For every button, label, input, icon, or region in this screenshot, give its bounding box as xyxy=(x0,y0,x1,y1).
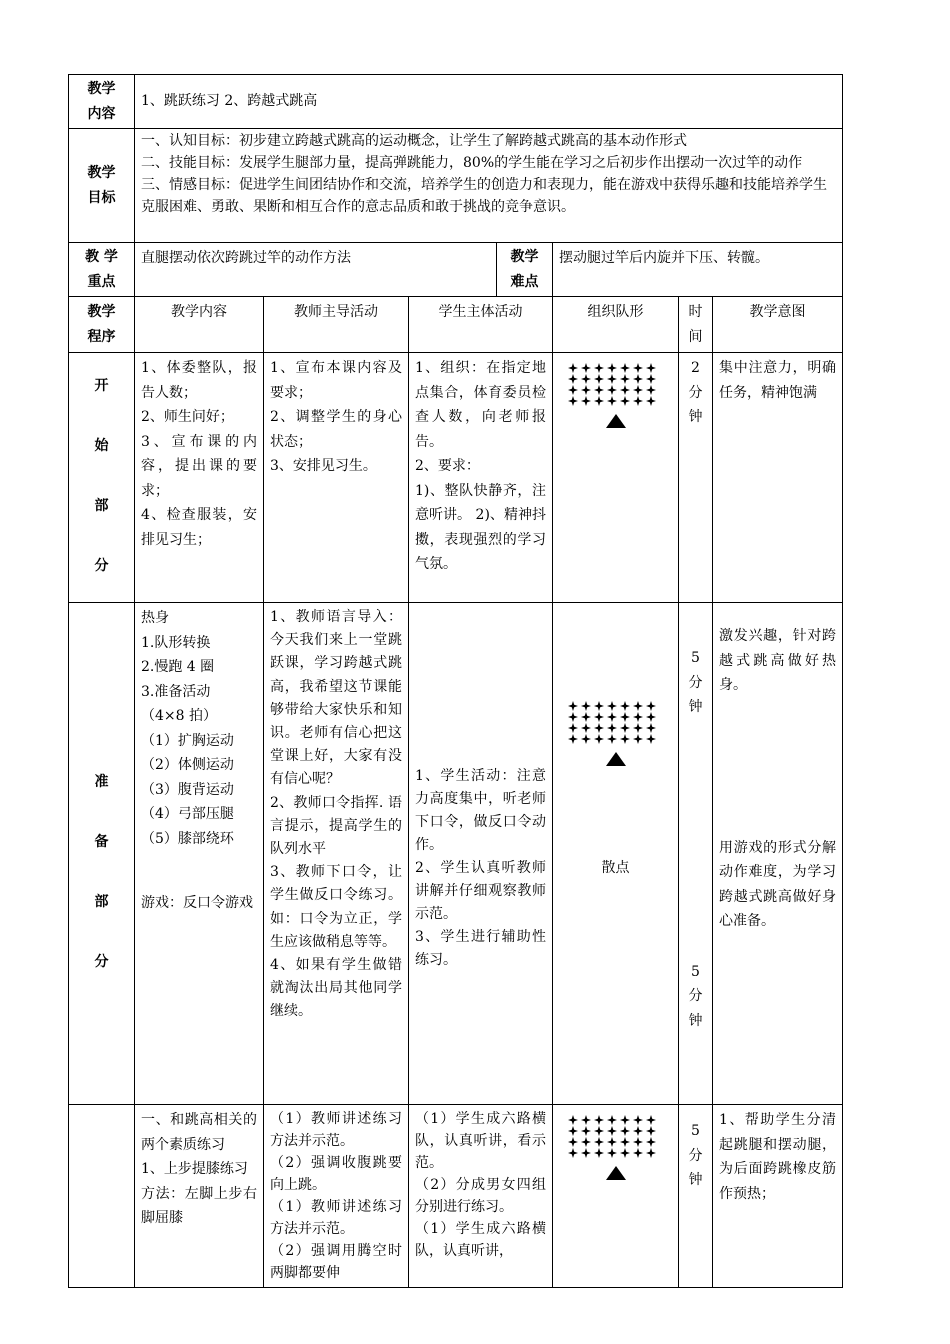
student-star-icon xyxy=(568,723,578,733)
student-star-icon xyxy=(646,1115,656,1125)
teacher-triangle-icon xyxy=(606,414,626,428)
student-star-icon xyxy=(568,734,578,744)
student-star-icon xyxy=(594,1115,604,1125)
student-star-icon xyxy=(594,734,604,744)
prepare-content xyxy=(135,603,264,1105)
student-star-icon xyxy=(581,712,591,722)
student-star-icon xyxy=(646,374,656,384)
phase-basic xyxy=(69,1105,135,1288)
prepare-intent-cell xyxy=(713,603,843,1105)
student-star-icon xyxy=(594,701,604,711)
label-difficulty: 教学 难点 xyxy=(497,243,553,297)
start-formation xyxy=(553,353,679,603)
student-star-icon xyxy=(646,712,656,722)
student-star-icon xyxy=(581,701,591,711)
student-star-icon xyxy=(568,1148,578,1158)
basic-teacher: （1）教师讲述练习方法并示范。 （2）强调收腹跳要向上跳。 （1）教师讲述练习方法并示范。 （2）强调用腾空时两脚都要伸 xyxy=(264,1105,409,1288)
student-star-icon xyxy=(633,385,643,395)
student-star-icon xyxy=(607,1137,617,1147)
student-star-icon xyxy=(620,712,630,722)
teaching-content-text: 1、跳跃练习 2、跨越式跳高 xyxy=(135,75,843,129)
student-star-icon xyxy=(620,396,630,406)
student-star-icon xyxy=(581,1115,591,1125)
student-star-icon xyxy=(607,1126,617,1136)
student-star-icon xyxy=(633,396,643,406)
row-keypoints xyxy=(69,243,843,297)
student-star-icon xyxy=(620,385,630,395)
student-star-icon xyxy=(568,374,578,384)
student-star-icon xyxy=(607,1115,617,1125)
goal-emotional: 三、情感目标：促进学生间团结协作和交流，培养学生的创造力和表现力，能在游戏中获得乐趣和技能培养学生克服困难、勇敢、果断和相互合作的意志品质和敢于挑战的竞争意识。 xyxy=(141,177,827,215)
student-star-icon xyxy=(620,1148,630,1158)
student-star-icon xyxy=(607,1148,617,1158)
student-star-icon xyxy=(594,1148,604,1158)
prepare-intent-a: 激发兴趣，针对跨越式跳高做好热身。 xyxy=(719,628,837,693)
formation-crosses xyxy=(568,1115,656,1158)
student-star-icon xyxy=(620,1126,630,1136)
student-star-icon xyxy=(581,1148,591,1158)
student-star-icon xyxy=(646,1137,656,1147)
student-star-icon xyxy=(646,385,656,395)
formation-diagram xyxy=(566,700,666,768)
prepare-time-b: 5 分 钟 xyxy=(688,963,703,1029)
prepare-content-warmup: 热身 1.队形转换 2.慢跑 4 圈 3.准备活动 （4×8 拍） （1）扩胸运动 （2）体侧运动 （3）腹背运动 （4）弓部压腿 （5）膝部绕环 xyxy=(141,610,234,847)
student-star-icon xyxy=(633,363,643,373)
student-star-icon xyxy=(581,385,591,395)
prepare-formation xyxy=(553,603,679,1105)
phase-prepare: 准 备 部 分 xyxy=(69,603,135,1105)
header-teacher: 教师主导活动 xyxy=(264,297,409,353)
basic-intent: 1、帮助学生分清起跳腿和摆动腿，为后面跨跳橡皮筋作预热； xyxy=(713,1105,843,1288)
student-star-icon xyxy=(594,1126,604,1136)
student-star-icon xyxy=(646,701,656,711)
prepare-student-cell xyxy=(409,603,553,1105)
student-star-icon xyxy=(633,1137,643,1147)
student-star-icon xyxy=(646,1126,656,1136)
student-star-icon xyxy=(568,1115,578,1125)
student-star-icon xyxy=(620,374,630,384)
formation-diagram xyxy=(566,362,666,430)
student-star-icon xyxy=(581,374,591,384)
student-star-icon xyxy=(633,1115,643,1125)
start-student: 1、组织：在指定地点集合，体育委员检查人数，向老师报告。 2、要求： 1)、整队快静齐，注意听讲。 2)、精神抖擞，表现强烈的学习气氛。 xyxy=(409,353,553,603)
student-star-icon xyxy=(594,723,604,733)
student-star-icon xyxy=(594,1137,604,1147)
basic-time: 5 分 钟 xyxy=(679,1105,713,1288)
student-star-icon xyxy=(568,363,578,373)
student-star-icon xyxy=(594,374,604,384)
prepare-teacher: 1、教师语言导入：今天我们来上一堂跳跃课，学习跨越式跳高，我希望这节课能够带给大家快乐和知识。老师有信心把这堂课上好，大家有没有信心呢？ 2、教师口令指挥. 语言提示，提高学生的队列水平 3、教师下口令，让学生做反口令练习。如：口令为立正，学生应该做稍息等等。 4、如果有学生做错就淘汰出局其他同学继续。 xyxy=(264,603,409,1105)
student-star-icon xyxy=(620,701,630,711)
student-star-icon xyxy=(646,363,656,373)
lesson-plan-table xyxy=(68,74,843,1288)
keypoints-text: 直腿摆动依次跨跳过竿的动作方法 xyxy=(135,243,497,297)
label-teaching-content: 教学 内容 xyxy=(69,75,135,129)
student-star-icon xyxy=(620,723,630,733)
prepare-time-cell xyxy=(679,603,713,1105)
student-star-icon xyxy=(646,734,656,744)
header-student: 学生主体活动 xyxy=(409,297,553,353)
formation-scatter-label: 散点 xyxy=(601,860,630,876)
teacher-triangle-icon xyxy=(606,752,626,766)
student-star-icon xyxy=(620,1115,630,1125)
basic-content: 一、和跳高相关的两个素质练习 1、上步提膝练习 方法：左脚上步右脚屈膝 xyxy=(135,1105,264,1288)
student-star-icon xyxy=(581,723,591,733)
student-star-icon xyxy=(568,701,578,711)
student-star-icon xyxy=(607,385,617,395)
start-time: 2 分 钟 xyxy=(679,353,713,603)
student-star-icon xyxy=(568,1137,578,1147)
start-intent: 集中注意力，明确任务，精神饱满 xyxy=(713,353,843,603)
phase-start: 开 始 部 分 xyxy=(69,353,135,603)
basic-student: （1）学生成六路横队，认真听讲，看示范。 （2）分成男女四组分别进行练习。 （1）学生成六路横队，认真听讲， xyxy=(409,1105,553,1288)
student-star-icon xyxy=(633,723,643,733)
student-star-icon xyxy=(607,712,617,722)
start-teacher: 1、宣布本课内容及要求； 2、调整学生的身心状态； 3、安排见习生。 xyxy=(264,353,409,603)
header-program: 教学 程序 xyxy=(69,297,135,353)
student-star-icon xyxy=(633,712,643,722)
student-star-icon xyxy=(568,712,578,722)
student-star-icon xyxy=(646,396,656,406)
label-keypoints: 教 学 重点 xyxy=(69,243,135,297)
teacher-triangle-icon xyxy=(606,1166,626,1180)
formation-crosses xyxy=(568,701,656,744)
student-star-icon xyxy=(581,734,591,744)
student-star-icon xyxy=(633,734,643,744)
header-content: 教学内容 xyxy=(135,297,264,353)
student-star-icon xyxy=(633,701,643,711)
student-star-icon xyxy=(607,734,617,744)
formation-diagram xyxy=(566,1114,666,1182)
row-teaching-goals xyxy=(69,129,843,243)
row-teaching-content xyxy=(69,75,843,129)
difficulty-text: 摆动腿过竿后内旋并下压、转髋。 xyxy=(553,243,843,297)
student-star-icon xyxy=(581,1126,591,1136)
student-star-icon xyxy=(646,1148,656,1158)
student-star-icon xyxy=(568,1126,578,1136)
label-teaching-goals: 教学 目标 xyxy=(69,129,135,243)
header-time: 时 间 xyxy=(679,297,713,353)
student-star-icon xyxy=(581,1137,591,1147)
student-star-icon xyxy=(646,723,656,733)
basic-formation xyxy=(553,1105,679,1288)
student-star-icon xyxy=(594,385,604,395)
student-star-icon xyxy=(568,385,578,395)
teaching-goals-cell xyxy=(135,129,843,243)
student-star-icon xyxy=(633,374,643,384)
student-star-icon xyxy=(607,374,617,384)
row-section-basic xyxy=(69,1105,843,1288)
student-star-icon xyxy=(568,396,578,406)
prepare-student: 1、学生活动：注意力高度集中，听老师下口令，做反口令动作。 2、学生认真听教师讲解并仔细观察教师示范。 3、学生进行辅助性练习。 xyxy=(415,768,546,968)
student-star-icon xyxy=(607,396,617,406)
row-section-start xyxy=(69,353,843,603)
student-star-icon xyxy=(581,363,591,373)
student-star-icon xyxy=(633,1126,643,1136)
formation-crosses xyxy=(568,363,656,406)
lesson-plan-page xyxy=(68,74,842,1288)
student-star-icon xyxy=(620,734,630,744)
goal-cognitive: 一、认知目标：初步建立跨越式跳高的运动概念，让学生了解跨越式跳高的基本动作形式 xyxy=(141,133,687,149)
student-star-icon xyxy=(594,712,604,722)
student-star-icon xyxy=(607,701,617,711)
row-section-prepare xyxy=(69,603,843,1105)
student-star-icon xyxy=(607,723,617,733)
prepare-intent-b: 用游戏的形式分解动作难度，为学习跨越式跳高做好身心准备。 xyxy=(719,839,837,929)
start-content: 1、体委整队，报告人数； 2、师生问好； 3、宣布课的内容，提出课的要求； 4、检查服装，安排见习生； xyxy=(135,353,264,603)
student-star-icon xyxy=(594,363,604,373)
student-star-icon xyxy=(607,363,617,373)
row-column-headers xyxy=(69,297,843,353)
header-formation: 组织队形 xyxy=(553,297,679,353)
student-star-icon xyxy=(594,396,604,406)
student-star-icon xyxy=(620,1137,630,1147)
goal-skill: 二、技能目标：发展学生腿部力量，提高弹跳能力，80%的学生能在学习之后初步作出摆动一次过竿的动作 xyxy=(141,155,803,171)
header-intent: 教学意图 xyxy=(713,297,843,353)
student-star-icon xyxy=(581,396,591,406)
prepare-content-game: 游戏：反口令游戏 xyxy=(141,895,253,911)
student-star-icon xyxy=(620,363,630,373)
student-star-icon xyxy=(633,1148,643,1158)
prepare-time-a: 5 分 钟 xyxy=(688,650,703,715)
